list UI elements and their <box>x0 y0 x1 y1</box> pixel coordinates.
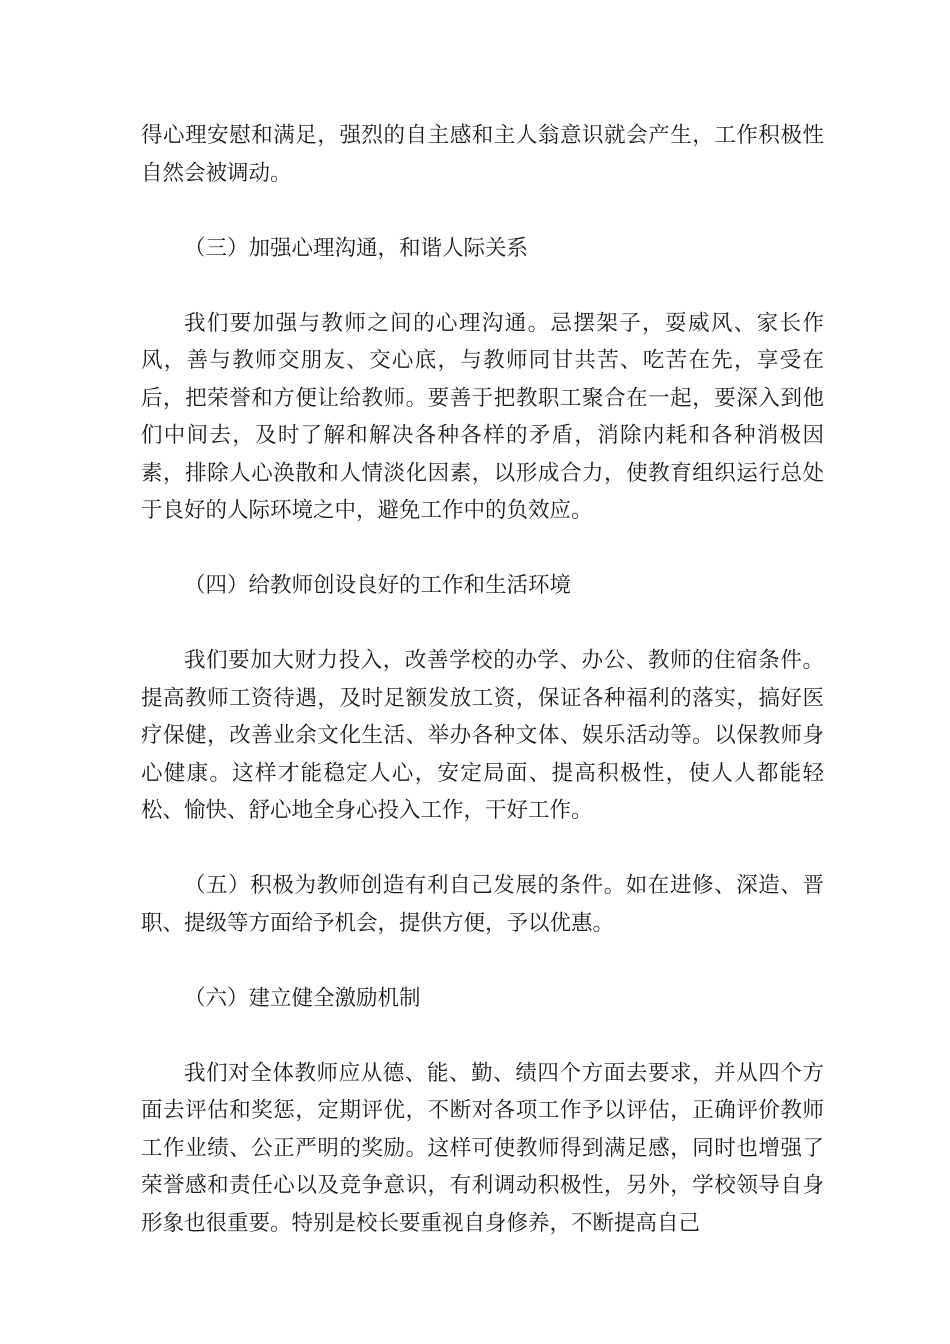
section-heading-3: （三）加强心理沟通，和谐人际关系 <box>184 235 529 261</box>
section-heading-4: （四）给教师创设良好的工作和生活环境 <box>184 573 572 598</box>
document-body <box>141 117 824 1280</box>
paragraph-incentive: 我们对全体教师应从德、能、勤、绩四个方面去要求，并从四个方面去评估和奖惩，定期评优，不断对各项工作予以评估，正确评价教师工作业绩、公正严明的奖励。这样可使教师得到满足感，同时也增强了荣誉感和责任心以及竞争意识，有利调动积极性，另外，学校领导自身形象也很重要。特别是校长要重视自身修养，不断提高自己 <box>141 1060 824 1236</box>
section-5-paragraph: （五）积极为教师创造有利自己发展的条件。如在进修、深造、晋职、提级等方面给予机会，提供方便，予以优惠。 <box>141 873 824 936</box>
section-heading-6: （六）建立健全激励机制 <box>184 985 421 1011</box>
paragraph-environment: 我们要加大财力投入，改善学校的办学、办公、教师的住宿条件。提高教师工资待遇，及时足额发放工资，保证各种福利的落实，搞好医疗保健，改善业余文化生活、举办各种文体、娱乐活动等。以保教师身心健康。这样才能稳定人心，安定局面、提高积极性，使人人都能轻松、愉快、舒心地全身心投入工作，干好工作。 <box>141 648 824 823</box>
paragraph-communication: 我们要加强与教师之间的心理沟通。忌摆架子，耍威风、家长作风，善与教师交朋友、交心底，与教师同甘共苦、吃苦在先，享受在后，把荣誉和方便让给教师。要善于把教职工聚合在一起，要深入到他们中间去，及时了解和解决各种各样的矛盾，消除内耗和各种消极因素，排除人心涣散和人情淡化因素，以形成合力，使教育组织运行总处于良好的人际环境之中，避免工作中的负效应。 <box>141 310 824 523</box>
paragraph-continuation: 得心理安慰和满足，强烈的自主感和主人翁意识就会产生，工作积极性自然会被调动。 <box>141 123 824 186</box>
